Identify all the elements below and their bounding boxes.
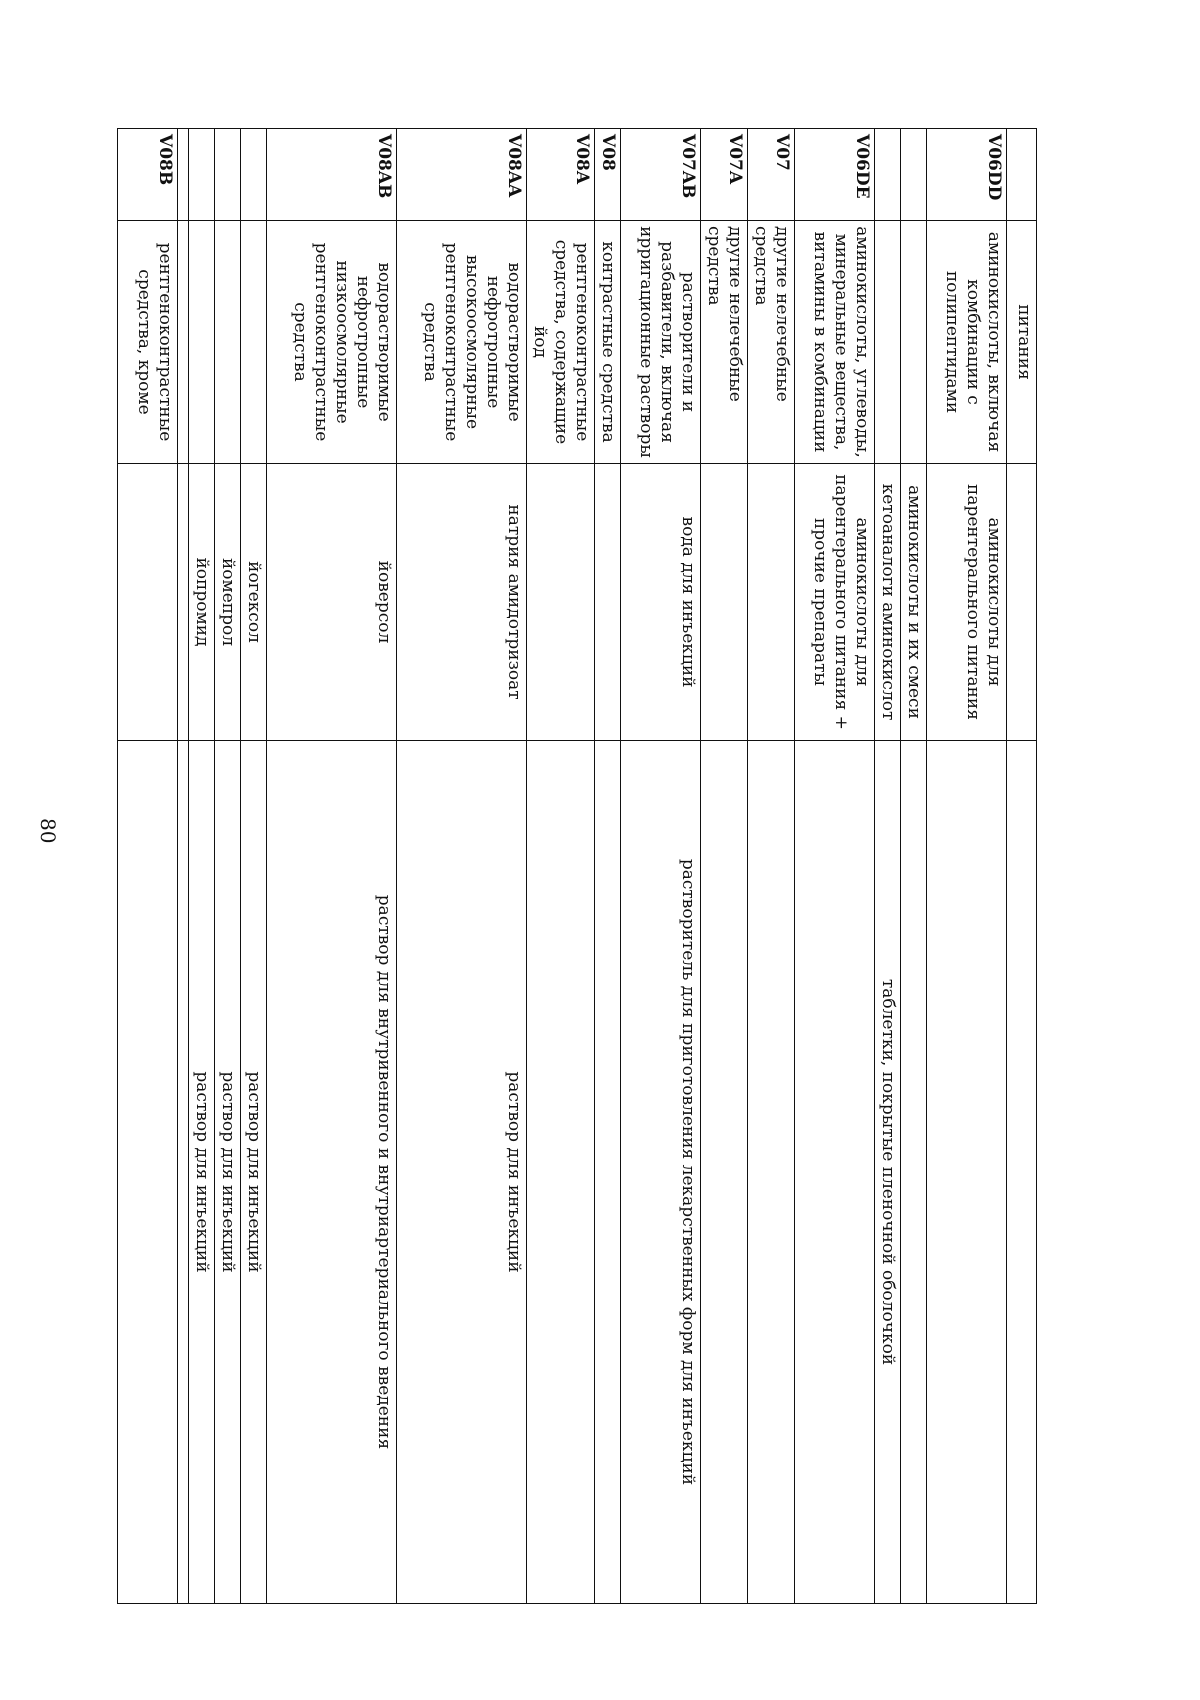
table-row: [927, 129, 1007, 1604]
table-row: [595, 129, 621, 1604]
atc-code-cell: V07A: [701, 129, 748, 221]
atc-code-cell: [189, 129, 215, 221]
dosage-form-cell: раствор для инъекций: [241, 741, 267, 1604]
dosage-form-cell: таблетки, покрытые пленочной оболочкой: [875, 741, 901, 1604]
dosage-form-cell: раствор для инъекций: [215, 741, 241, 1604]
table-row: [241, 129, 267, 1604]
atc-code-cell: V06DD: [927, 129, 1007, 221]
atc-code-cell: V08A: [527, 129, 595, 221]
drug-name-cell: йопромид: [189, 464, 215, 741]
group-cell: контрастные средства: [595, 221, 621, 464]
group-cell: другие нелечебные средства: [748, 221, 795, 464]
group-cell: рентгеноконтрастные средства, кроме: [118, 221, 178, 464]
table-row: [178, 129, 189, 1604]
table-body: [118, 129, 1037, 1604]
table-row: [621, 129, 701, 1604]
drug-name-cell: вода для инъекций: [621, 464, 701, 741]
group-cell: водорастворимые нефротропные высокоосмолярные рентгеноконтрастные средства: [397, 221, 527, 464]
dosage-form-cell: раствор для внутривенного и внутриартериального введения: [267, 741, 397, 1604]
drug-table: [117, 128, 1037, 1604]
atc-code-cell: [1007, 129, 1037, 221]
atc-code-cell: V08B: [118, 129, 178, 221]
group-cell: [241, 221, 267, 464]
atc-code-cell: [901, 129, 927, 221]
drug-name-cell: натрия амидотризоат: [397, 464, 527, 741]
atc-code-cell: [178, 129, 189, 221]
group-cell: растворители и разбавители, включая ирригационные растворы: [621, 221, 701, 464]
group-cell: другие нелечебные средства: [701, 221, 748, 464]
drug-name-cell: [1007, 464, 1037, 741]
table-row: [701, 129, 748, 1604]
drug-name-cell: аминокислоты для парентерального питания + прочие препараты: [795, 464, 875, 741]
group-cell: аминокислоты, включая комбинации с полипептидами: [927, 221, 1007, 464]
dosage-form-cell: [118, 741, 178, 1604]
atc-code-cell: V06DE: [795, 129, 875, 221]
table-row: [397, 129, 527, 1604]
group-cell: [901, 221, 927, 464]
dosage-form-cell: [701, 741, 748, 1604]
group-cell: аминокислоты, углеводы, минеральные вещества, витамины в комбинации: [795, 221, 875, 464]
dosage-form-cell: [927, 741, 1007, 1604]
drug-name-cell: йогексол: [241, 464, 267, 741]
table-row: [189, 129, 215, 1604]
dosage-form-cell: [748, 741, 795, 1604]
table-row: [527, 129, 595, 1604]
table-row: [1007, 129, 1037, 1604]
group-cell: [189, 221, 215, 464]
group-cell: питания: [1007, 221, 1037, 464]
dosage-form-cell: [901, 741, 927, 1604]
table-row: [795, 129, 875, 1604]
dosage-form-cell: раствор для инъекций: [397, 741, 527, 1604]
drug-name-cell: йоверсол: [267, 464, 397, 741]
table-row: [748, 129, 795, 1604]
table-row: [267, 129, 397, 1604]
drug-name-cell: [527, 464, 595, 741]
atc-code-cell: [875, 129, 901, 221]
drug-name-cell: [748, 464, 795, 741]
drug-name-cell: [178, 464, 189, 741]
page-number: 80: [36, 818, 60, 844]
drug-name-cell: [595, 464, 621, 741]
drug-name-cell: [701, 464, 748, 741]
dosage-form-cell: [795, 741, 875, 1604]
table-row: [215, 129, 241, 1604]
atc-code-cell: V07: [748, 129, 795, 221]
dosage-form-cell: [595, 741, 621, 1604]
atc-code-cell: [215, 129, 241, 221]
table-row: [118, 129, 178, 1604]
group-cell: [215, 221, 241, 464]
dosage-form-cell: раствор для инъекций: [189, 741, 215, 1604]
atc-code-cell: [241, 129, 267, 221]
dosage-form-cell: [527, 741, 595, 1604]
drug-name-cell: йомепрол: [215, 464, 241, 741]
group-cell: [875, 221, 901, 464]
atc-code-cell: V07AB: [621, 129, 701, 221]
dosage-form-cell: растворитель для приготовления лекарственных форм для инъекций: [621, 741, 701, 1604]
drug-name-cell: аминокислоты для парентерального питания: [927, 464, 1007, 741]
drug-name-cell: [118, 464, 178, 741]
atc-code-cell: V08AA: [397, 129, 527, 221]
dosage-form-cell: [1007, 741, 1037, 1604]
table-row: [901, 129, 927, 1604]
atc-code-cell: V08AB: [267, 129, 397, 221]
atc-code-cell: V08: [595, 129, 621, 221]
drug-name-cell: аминокислоты и их смеси: [901, 464, 927, 741]
drug-name-cell: кетоаналоги аминокислот: [875, 464, 901, 741]
group-cell: рентгеноконтрастные средства, содержащие йод: [527, 221, 595, 464]
rotated-table-container: [134, 128, 1037, 1603]
group-cell: водорастворимые нефротропные низкоосмолярные рентгеноконтрастные средства: [267, 221, 397, 464]
table-row: [875, 129, 901, 1604]
dosage-form-cell: [178, 741, 189, 1604]
group-cell: [178, 221, 189, 464]
